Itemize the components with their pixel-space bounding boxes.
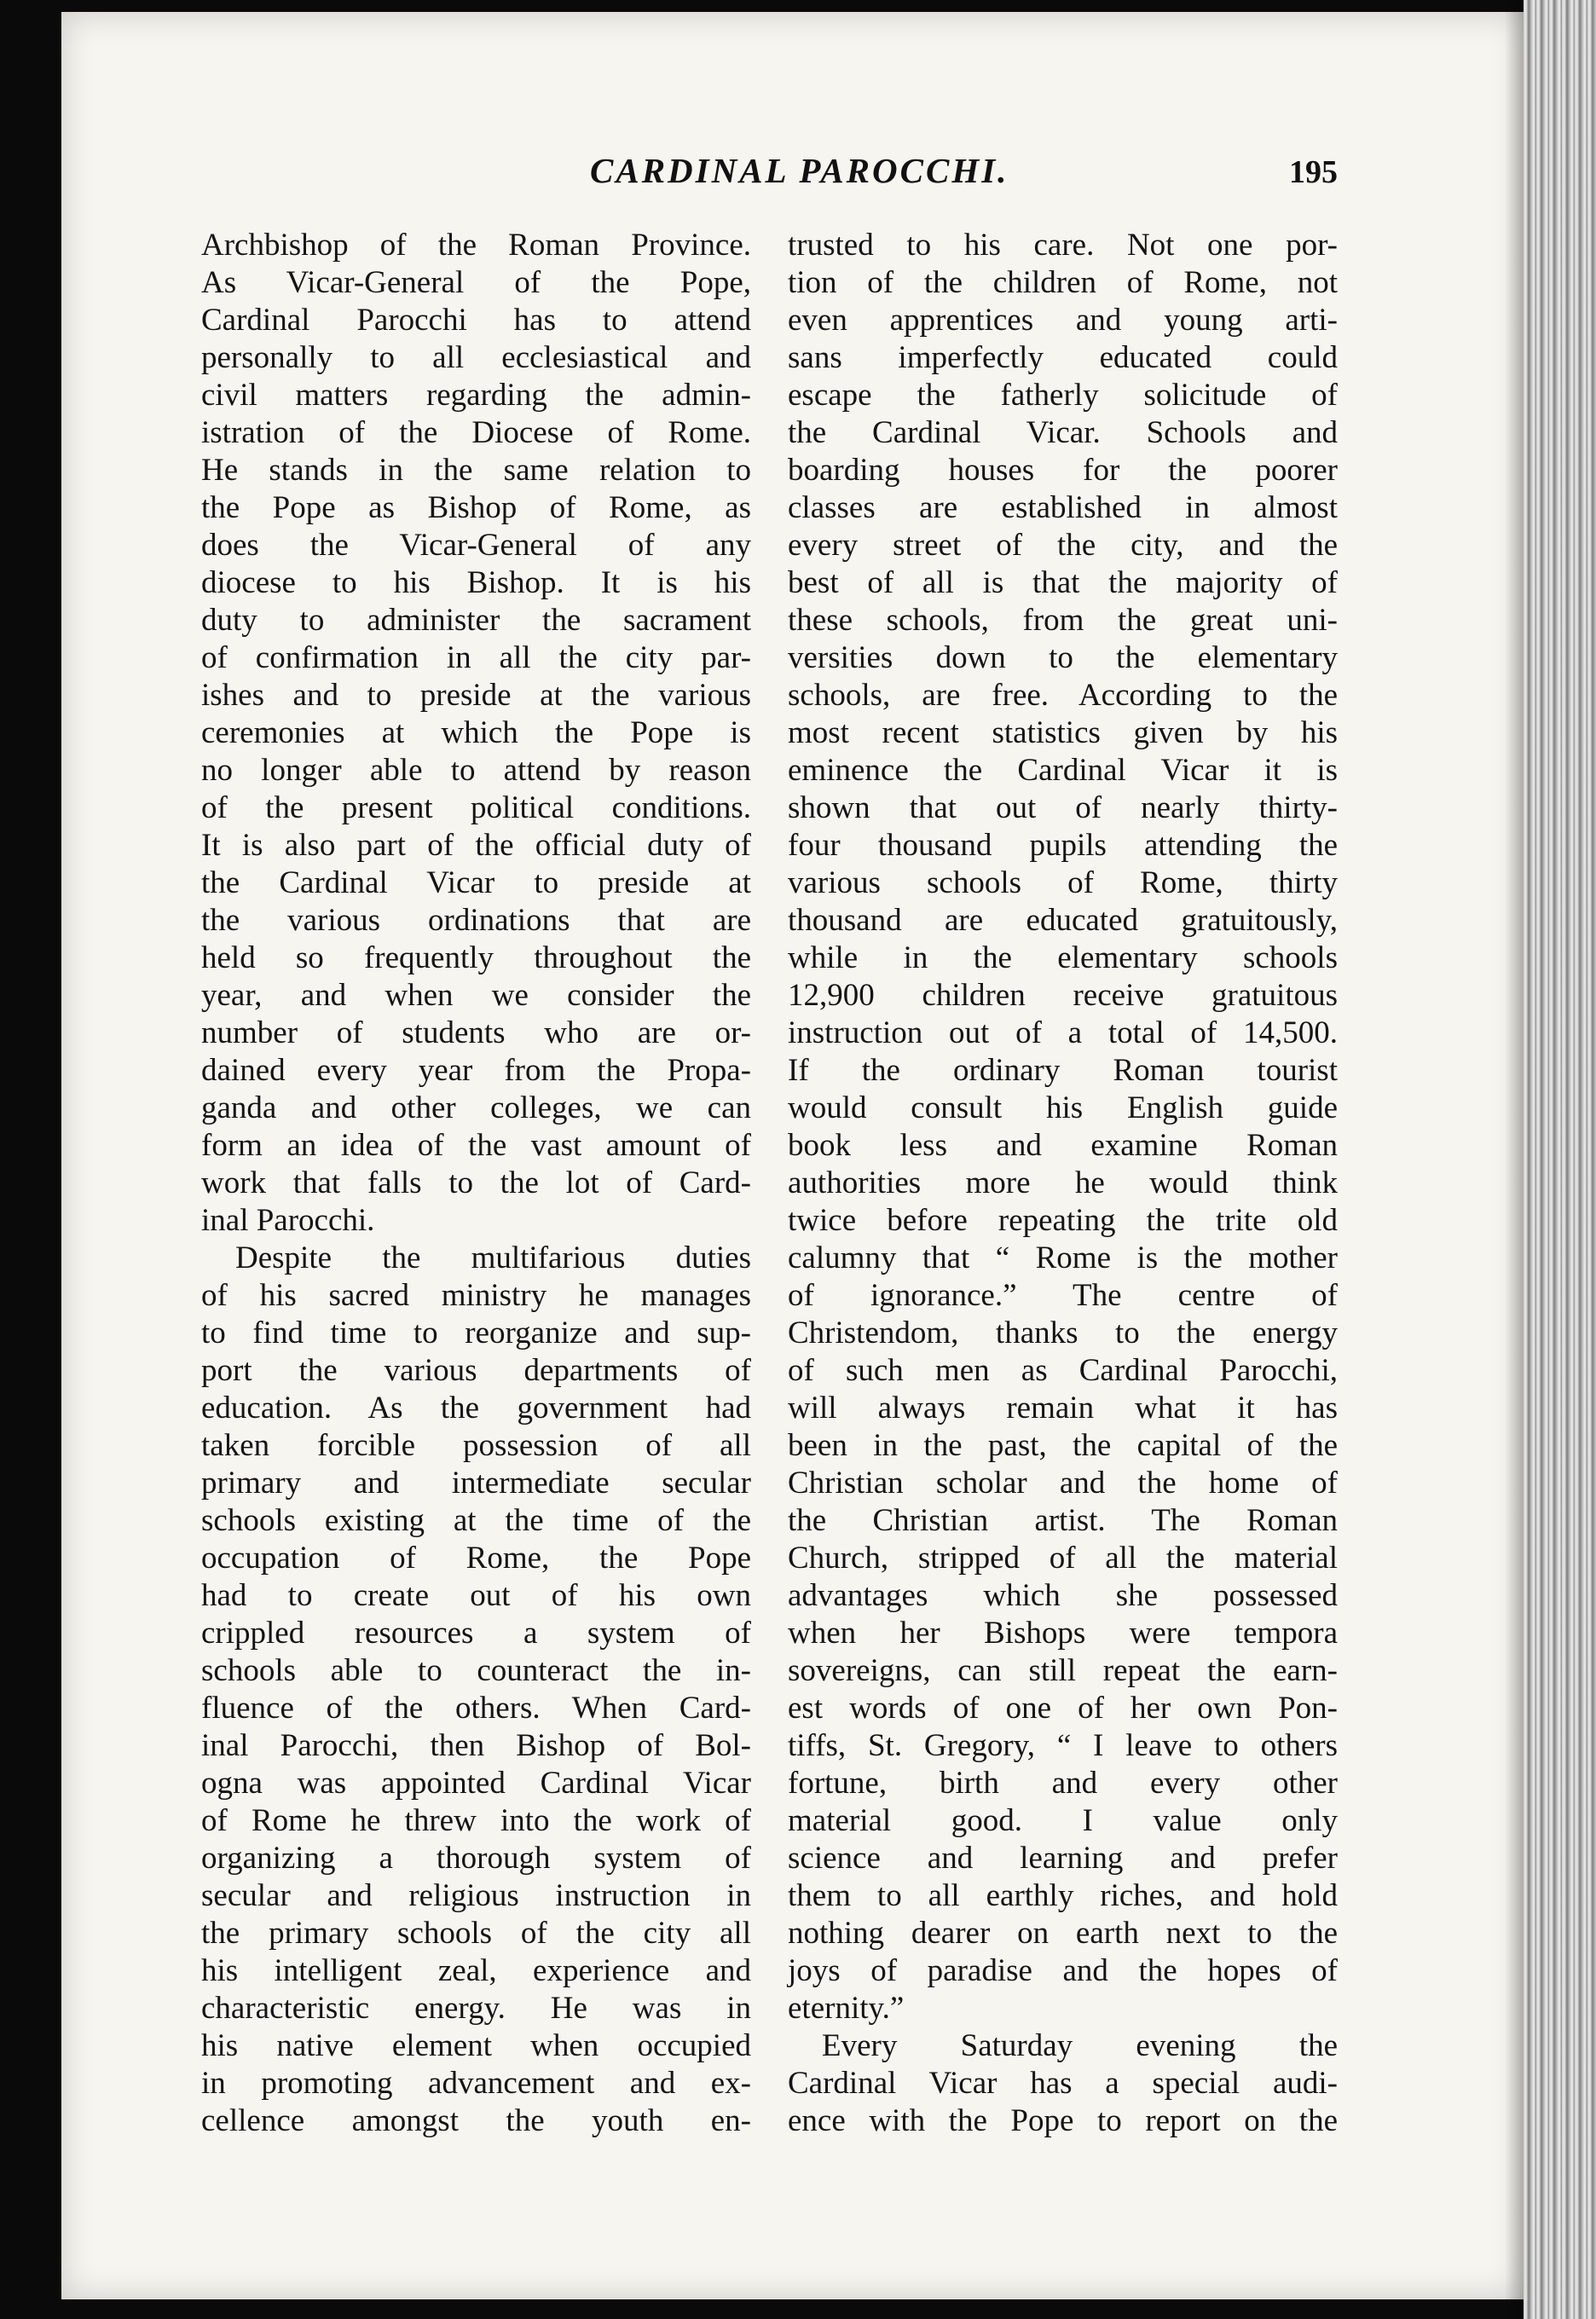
- text-line: fluence of the others. When Card-: [201, 1691, 751, 1726]
- text-line: of Rome he threw into the work of: [201, 1803, 751, 1838]
- text-line: year, and when we consider the: [201, 978, 751, 1013]
- text-line: boarding houses for the poorer: [788, 453, 1338, 488]
- text-line: Archbishop of the Roman Province.: [201, 228, 751, 263]
- text-line: dained every year from the Propa-: [201, 1053, 751, 1088]
- text-line: shown that out of nearly thirty-: [788, 790, 1338, 825]
- text-line: 12,900 children receive gratuitous: [788, 978, 1338, 1013]
- text-line: authorities more he would think: [788, 1165, 1338, 1200]
- text-line: duty to administer the sacrament: [201, 603, 751, 638]
- text-line: held so frequently throughout the: [201, 940, 751, 975]
- text-line: the primary schools of the city all: [201, 1916, 751, 1951]
- text-line: been in the past, the capital of the: [788, 1428, 1338, 1463]
- book-page-edges: [1524, 0, 1596, 2319]
- text-line: As Vicar-General of the Pope,: [201, 265, 751, 300]
- text-line: his native element when occupied: [201, 2028, 751, 2063]
- text-line: the Pope as Bishop of Rome, as: [201, 490, 751, 525]
- text-line: education. As the government had: [201, 1391, 751, 1426]
- text-line: of ignorance.” The centre of: [788, 1278, 1338, 1313]
- text-line: sans imperfectly educated could: [788, 340, 1338, 375]
- text-line: science and learning and prefer: [788, 1841, 1338, 1876]
- text-line: these schools, from the great uni-: [788, 603, 1338, 638]
- text-line: Christendom, thanks to the energy: [788, 1316, 1338, 1350]
- text-line: Church, stripped of all the material: [788, 1541, 1338, 1576]
- text-line: diocese to his Bishop. It is his: [201, 565, 751, 600]
- text-line: eternity.”: [788, 1991, 905, 2026]
- text-line: Despite the multifarious duties: [235, 1240, 751, 1275]
- text-line: ence with the Pope to report on the: [788, 2103, 1338, 2138]
- page-header: [61, 150, 1524, 201]
- text-line: Christian scholar and the home of: [788, 1466, 1338, 1501]
- text-line: instruction out of a total of 14,500.: [788, 1015, 1338, 1050]
- text-line: them to all earthly riches, and hold: [788, 1878, 1338, 1913]
- text-line: the Cardinal Vicar to preside at: [201, 865, 751, 900]
- text-line: no longer able to attend by reason: [201, 753, 751, 788]
- text-line: schools able to counteract the in-: [201, 1653, 751, 1688]
- text-line: secular and religious instruction in: [201, 1878, 751, 1913]
- text-line: primary and intermediate secular: [201, 1466, 751, 1501]
- text-line: fortune, birth and every other: [788, 1766, 1338, 1801]
- text-line: Every Saturday evening the: [822, 2028, 1338, 2063]
- text-line: work that falls to the lot of Card-: [201, 1165, 751, 1200]
- text-line: will always remain what it has: [788, 1391, 1338, 1426]
- text-line: number of students who are or-: [201, 1015, 751, 1050]
- text-line: most recent statistics given by his: [788, 715, 1338, 750]
- page-gutter-shadow: [1505, 0, 1525, 2319]
- left-text-column: [201, 227, 751, 2140]
- text-line: port the various departments of: [201, 1353, 751, 1388]
- text-line: ceremonies at which the Pope is: [201, 715, 751, 750]
- text-line: when her Bishops were tempora: [788, 1616, 1338, 1651]
- text-line: in promoting advancement and ex-: [201, 2066, 751, 2101]
- text-line: If the ordinary Roman tourist: [788, 1053, 1338, 1088]
- text-line: est words of one of her own Pon-: [788, 1691, 1338, 1726]
- text-line: crippled resources a system of: [201, 1616, 751, 1651]
- text-line: Cardinal Parocchi has to attend: [201, 303, 751, 338]
- page-number: 195: [1289, 154, 1338, 190]
- text-line: form an idea of the vast amount of: [201, 1128, 751, 1163]
- text-line: his intelligent zeal, experience and: [201, 1953, 751, 1988]
- text-line: versities down to the elementary: [788, 640, 1338, 675]
- text-line: inal Parocchi.: [201, 1203, 375, 1238]
- text-line: Cardinal Vicar has a special audi-: [788, 2066, 1338, 2101]
- text-line: escape the fatherly solicitude of: [788, 378, 1338, 413]
- text-line: the various ordinations that are: [201, 903, 751, 938]
- text-line: trusted to his care. Not one por-: [788, 228, 1338, 263]
- text-line: tiffs, St. Gregory, “ I leave to others: [788, 1728, 1338, 1763]
- text-line: does the Vicar-General of any: [201, 528, 751, 563]
- text-line: while in the elementary schools: [788, 940, 1338, 975]
- text-line: classes are established in almost: [788, 490, 1338, 525]
- text-line: personally to all ecclesiastical and: [201, 340, 751, 375]
- text-line: nothing dearer on earth next to the: [788, 1916, 1338, 1951]
- text-line: tion of the children of Rome, not: [788, 265, 1338, 300]
- text-line: of confirmation in all the city par-: [201, 640, 751, 675]
- text-line: book less and examine Roman: [788, 1128, 1338, 1163]
- text-line: thousand are educated gratuitously,: [788, 903, 1338, 938]
- text-line: taken forcible possession of all: [201, 1428, 751, 1463]
- text-line: material good. I value only: [788, 1803, 1338, 1838]
- text-line: would consult his English guide: [788, 1090, 1338, 1125]
- text-line: ganda and other colleges, we can: [201, 1090, 751, 1125]
- text-line: the Cardinal Vicar. Schools and: [788, 415, 1338, 450]
- text-line: of such men as Cardinal Parocchi,: [788, 1353, 1338, 1388]
- text-line: inal Parocchi, then Bishop of Bol-: [201, 1728, 751, 1763]
- text-line: the Christian artist. The Roman: [788, 1503, 1338, 1538]
- text-line: to find time to reorganize and sup-: [201, 1316, 751, 1350]
- text-line: schools existing at the time of the: [201, 1503, 751, 1538]
- text-line: cellence amongst the youth en-: [201, 2103, 751, 2138]
- text-line: joys of paradise and the hopes of: [788, 1953, 1338, 1988]
- text-line: ishes and to preside at the various: [201, 678, 751, 713]
- text-line: best of all is that the majority of: [788, 565, 1338, 600]
- text-line: ogna was appointed Cardinal Vicar: [201, 1766, 751, 1801]
- text-line: schools, are free. According to the: [788, 678, 1338, 713]
- running-title: CARDINAL PAROCCHI.: [590, 151, 1009, 190]
- text-line: civil matters regarding the admin-: [201, 378, 751, 413]
- text-line: sovereigns, can still repeat the earn-: [788, 1653, 1338, 1688]
- text-line: It is also part of the official duty of: [201, 828, 751, 863]
- text-line: of his sacred ministry he manages: [201, 1278, 751, 1313]
- text-line: had to create out of his own: [201, 1578, 751, 1613]
- text-line: istration of the Diocese of Rome.: [201, 415, 751, 450]
- text-line: eminence the Cardinal Vicar it is: [788, 753, 1338, 788]
- right-text-column: [788, 227, 1338, 2140]
- text-line: even apprentices and young arti-: [788, 303, 1338, 338]
- text-line: advantages which she possessed: [788, 1578, 1338, 1613]
- text-line: various schools of Rome, thirty: [788, 865, 1338, 900]
- text-line: characteristic energy. He was in: [201, 1991, 751, 2026]
- text-line: organizing a thorough system of: [201, 1841, 751, 1876]
- text-line: four thousand pupils attending the: [788, 828, 1338, 863]
- text-line: twice before repeating the trite old: [788, 1203, 1338, 1238]
- text-line: occupation of Rome, the Pope: [201, 1541, 751, 1576]
- book-page: [61, 12, 1524, 2299]
- text-line: of the present political conditions.: [201, 790, 751, 825]
- text-line: every street of the city, and the: [788, 528, 1338, 563]
- text-line: calumny that “ Rome is the mother: [788, 1240, 1338, 1275]
- text-line: He stands in the same relation to: [201, 453, 751, 488]
